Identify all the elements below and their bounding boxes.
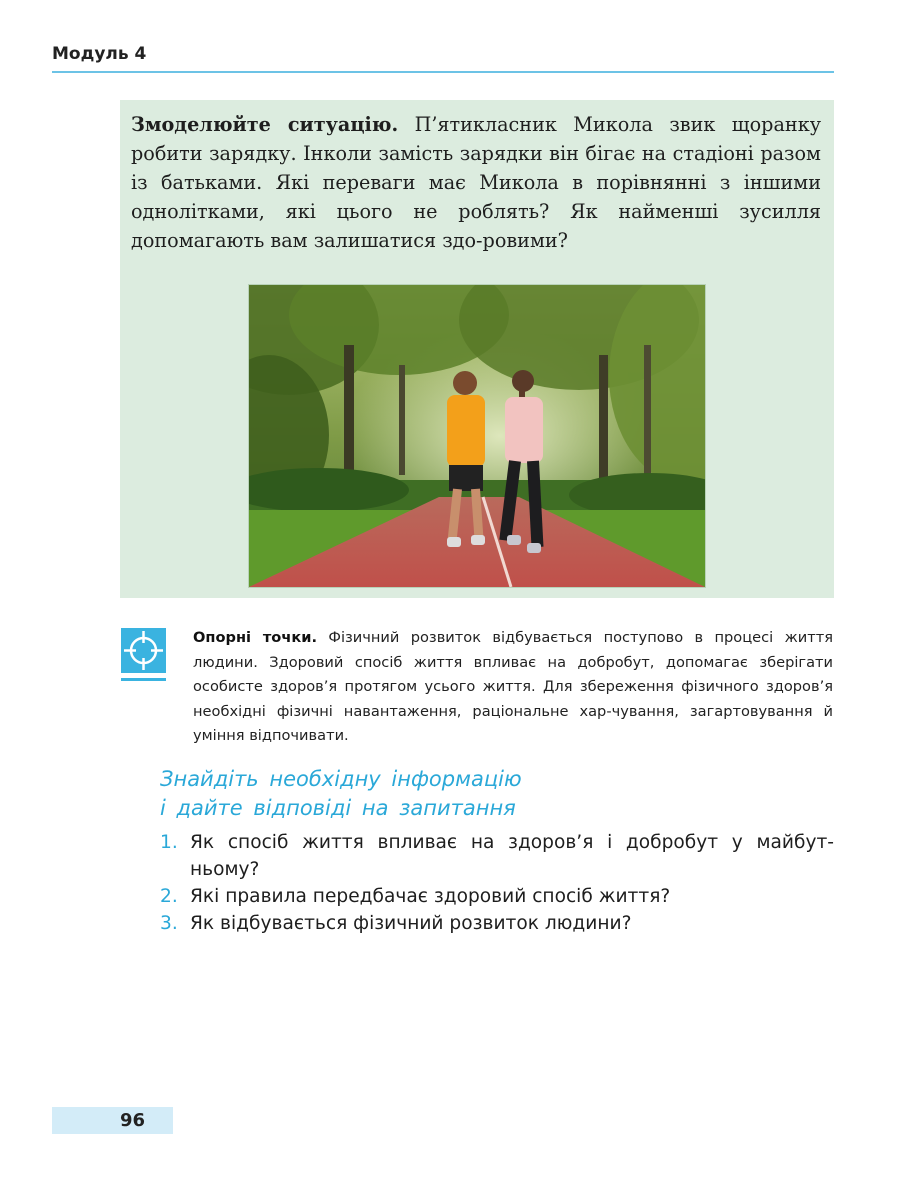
page-number: 96 [119,1110,145,1131]
question-item [160,883,834,910]
question-text-line-1: Як відбувається фізичний розвиток людини? [190,913,632,934]
situation-line-6: ровими? [482,229,568,252]
keypoints-line-4: фізичного здоров’я необхідні фізичні навантаження, раціональне хар- [193,678,833,720]
question-text-line-2: ньому? [190,859,260,880]
task-heading [160,765,522,823]
situation-line-4: в порівнянні з іншими однолітками, які цього не роблять? [131,171,821,223]
situation-line-2: щоранку робити зарядку. Інколи замість зарядки він бігає [131,113,821,165]
situation-lead: Змоделюйте ситуацію. [131,113,399,136]
question-number: 2. [160,886,178,907]
question-number: 3. [160,913,178,934]
keypoints-line-5: чування, загартовування й уміння відпочивати. [193,702,834,744]
task-heading-line-1: Знайдіть необхідну інформацію [160,767,522,791]
question-text-line-1: Як спосіб життя впливає на здоров’я і добробут у майбут- [190,832,834,853]
keypoints-line-3: зберігати особисте здоров’я протягом усього життя. Для збереження [193,653,833,695]
task-heading-line-2: і дайте відповіді на запитання [160,796,516,820]
question-number: 1. [160,832,178,853]
keypoints-lead: Опорні точки. [193,629,318,646]
target-crosshair-icon [121,628,166,673]
running-children-photo [248,284,706,588]
keypoints-line-1: Фізичний розвиток відбувається поступово в процесі [328,629,774,646]
situation-line-1: П’ятикласник Микола звик [414,113,716,136]
question-item [160,829,834,883]
question-text-line-1: Які правила передбачає здоровий спосіб життя? [190,886,671,907]
keypoints-icon-underline [121,678,166,681]
module-title: Модуль 4 [52,44,147,64]
keypoints-text [193,626,833,749]
question-item [160,910,834,937]
situation-line-3: на стадіоні разом із батьками. Які переваги має Микола [131,142,821,194]
questions-list [160,829,834,937]
situation-text [131,110,821,255]
keypoints-line-2: життя людини. Здоровий спосіб життя впливає на добробут, допомагає [193,629,834,671]
situation-line-5: Як найменші зусилля допомагають вам залишатися здо- [131,200,821,252]
header-divider [52,71,834,73]
